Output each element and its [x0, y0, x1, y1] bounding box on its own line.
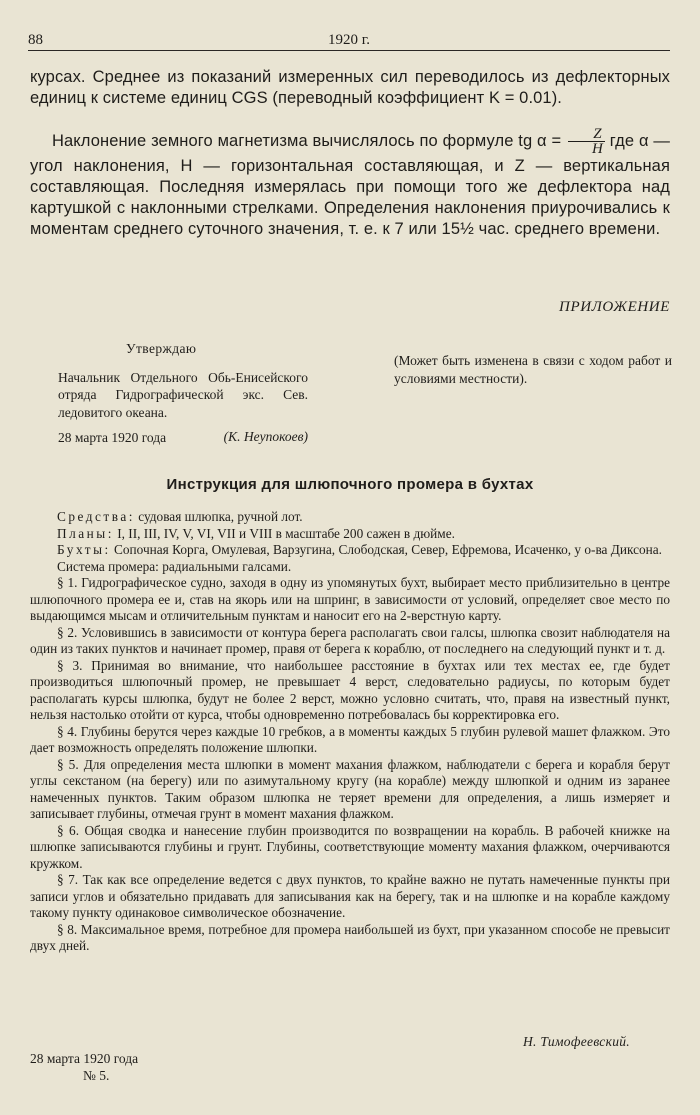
approval-role: Начальник Отдельного Обь-Енисейского отряда Гидрографической экс. Сев. ледовитого океана.	[58, 369, 308, 420]
means-text: судовая шлюпка, ручной лот.	[134, 509, 303, 524]
instruction-section-2: § 2. Условившись в зависимости от контура берега располагать свои галсы, шлюпка свозит наблюдателя на один из таких пунктов и начинает промер, правя от берега к кораблю, от последнего на следующий пункт и т. д.	[30, 624, 670, 656]
paragraph-inclination	[30, 127, 670, 240]
footer-date: 28 марта 1920 года	[30, 1051, 139, 1066]
formula-numerator: Z	[568, 127, 605, 142]
plans-text: I, II, III, IV, V, VI, VII и VIII в масштабе 200 сажен в дюйме.	[113, 525, 455, 541]
approval-signature: (К. Неупокоев)	[223, 429, 308, 444]
instruction-section-6: § 6. Общая сводка и нанесение глубин производится по возвращении на корабль. В рабочей книжке на шлюпке записываются глубины и грунт. Глубины, соответствующие моменту махания флажком, очерчиваются кружком.	[30, 822, 670, 871]
approval-date: 28 марта 1920 года	[58, 430, 167, 445]
instruction-section-5: § 5. Для определения места шлюпки в момент махания флажком, наблюдатели с берега и корабля берут углы секстаном (на берегу) или по азимутальному кругу (на корабле) между шлюпкой и одним из заранее намеченных пунктов. Таким образом шлюпка не теряет времени для определения, а лишь измеряет и записывает глубины, отмечая грунт в момент махания флажком.	[30, 756, 670, 821]
instruction-section-8: § 8. Максимальное время, потребное для промера наибольшей из бухт, при указанном способе не превысит двух дней.	[30, 921, 670, 953]
note: (Может быть изменена в связи с ходом работ и условиями местности).	[394, 353, 672, 386]
instruction-section-1: § 1. Гидрографическое судно, заходя в одну из упомянутых бухт, выбирает место приблизительно в центре шлюпочного промера ее и, став на якорь или на шпринг, в зависимости от условий, определяет свое место по выдающимся мысам и отличительным пунктам и наносит его на 2-верстную карту.	[30, 575, 670, 623]
appendix-label: ПРИЛОЖЕНИЕ	[559, 299, 670, 315]
instruction-bays	[30, 542, 670, 559]
footer-number: № 5.	[83, 1068, 110, 1083]
formula-rest-text: где α — угол наклонения, H — горизонтальная составляющая, и Z — вертикальная составляющая. Последняя измерялась при помощи того же дефлектора над картушкой с наклонными стрелками. Определения наклонения приурочивались к моментам среднего суточного значения, т. е. к 7 или 15½ час. среднего времени.	[30, 131, 671, 238]
approval-title: Утверждаю	[126, 341, 197, 356]
instruction-section-4: § 4. Глубины берутся через каждые 10 гребков, а в моменты каждых 5 глубин рулевой машет флажком. Это дает возможность определять положение шлюпки.	[30, 723, 670, 755]
instruction-section-3: § 3. Принимая во внимание, что наибольшее расстояние в бухтах или тех местах ее, где будет производиться шлюпочный промер, не превышает 4 верст, следовательно радиусы, по которым будет располагать курсы шлюпка, будут не более 2 верст, можно условно считать, что, правя на известный пункт, нельзя настолько отойти от курса, чтобы одновременно потребовалась бы корректировка его.	[30, 657, 670, 722]
instruction-system: Система промера: радиальными галсами.	[57, 558, 292, 574]
means-label: Средства:	[57, 509, 135, 524]
instruction-signer: Н. Тимофеевский.	[522, 1034, 630, 1049]
formula-lead-text: Наклонение земного магнетизма вычислялось по формуле tg α =	[52, 131, 562, 150]
bays-text: Сопочная Корга, Омулевая, Варзугина, Слободская, Север, Ефремова, Исаченко, у о-ва Диксона.	[110, 542, 662, 557]
plans-label: Планы:	[57, 525, 114, 541]
instruction-body	[30, 509, 670, 955]
paragraph-continuation: курсах. Среднее из показаний измеренных сил переводилось из дефлекторных единиц к системе единиц CGS (переводный коэффициент K = 0.01).	[30, 68, 670, 107]
page-number: 88	[28, 32, 43, 48]
formula-denominator: H	[592, 141, 603, 157]
instruction-plans	[30, 526, 670, 543]
page-header	[28, 26, 670, 48]
instruction-title: Инструкция для шлюпочного промера в бухтах	[166, 476, 534, 493]
formula-fraction	[568, 127, 605, 156]
instruction-section-7: § 7. Так как все определение ведется с двух пунктов, то крайне важно не путать намеченные пункты при записи углов и обязательно придавать для записывания как на берегу, так и на шлюпке и на корабле каждому такому пункту одинаковое символическое обозначение.	[30, 872, 670, 920]
instruction-means	[30, 509, 670, 526]
header-rule	[28, 50, 670, 51]
bays-label: Бухты:	[57, 542, 111, 557]
running-head: 1920 г.	[328, 32, 370, 48]
